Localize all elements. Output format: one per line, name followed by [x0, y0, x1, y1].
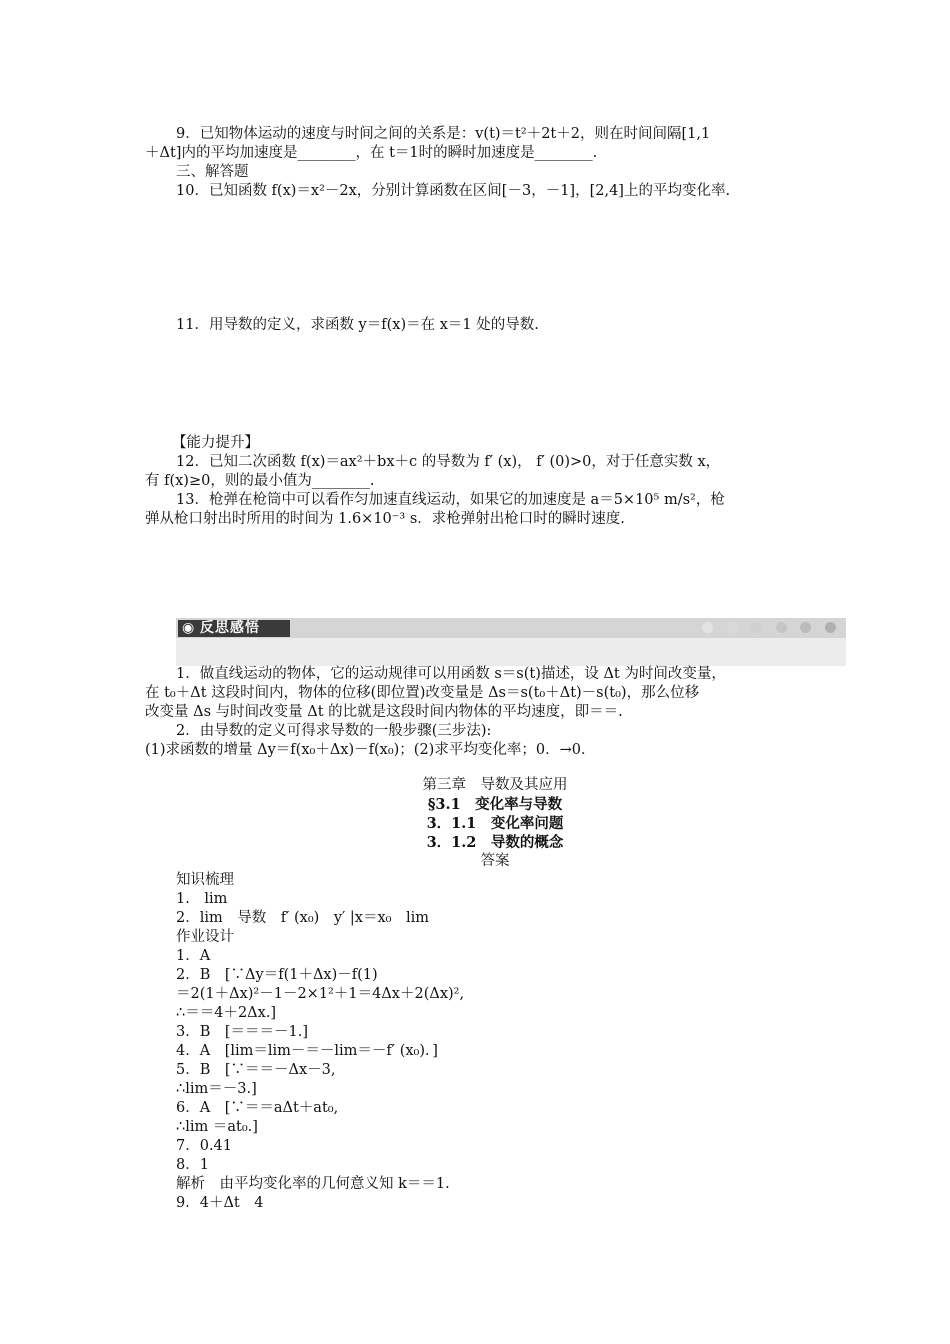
answer-1: 1．A — [176, 948, 211, 964]
knowledge-answer-2: 2．lim 导数 f′ (x₀) y′ |x＝x₀ lim — [176, 910, 429, 926]
reflection-1-line-3: 改变量 Δs 与时间改变量 Δt 的比就是这段时间内物体的平均速度，即＝＝. — [145, 704, 623, 720]
answer-4: 4．A [lim＝lim－＝－lim＝－f′ (x₀)．] — [176, 1043, 438, 1059]
answer-6-line-2: ∴lim ＝at₀.] — [176, 1119, 258, 1135]
answer-3: 3．B [＝＝＝－1.] — [176, 1024, 309, 1040]
decorative-dot-icon — [800, 622, 811, 633]
answer-9: 9．4＋Δt 4 — [176, 1195, 264, 1211]
problem-13-line-2: 弹从枪口射出时所用的时间为 1.6×10⁻³ s．求枪弹射出枪口时的瞬时速度. — [145, 511, 625, 527]
reflection-2-line-1: 2．由导数的定义可得求导数的一般步骤(三步法): — [176, 723, 492, 739]
answer-8: 8．1 — [176, 1157, 209, 1173]
knowledge-answer-1: 1. lim — [176, 891, 228, 907]
decorative-dot-icon — [776, 622, 787, 633]
banner-label: 反思感悟 — [199, 620, 260, 636]
ability-heading: 【能力提升】 — [172, 435, 259, 451]
answers-title: 答案 — [480, 853, 510, 869]
problem-12-line-2: 有 f(x)≥0，则的最小值为________. — [145, 473, 375, 489]
answer-5-line-2: ∴lim＝－3.] — [176, 1081, 257, 1097]
homework-heading: 作业设计 — [176, 929, 234, 945]
decorative-dot-icon — [727, 622, 738, 633]
problem-9-line-1: 9．已知物体运动的速度与时间之间的关系是：v(t)＝t²＋2t＋2，则在时间间隔[1,1 — [176, 126, 711, 142]
banner-label-tab — [178, 620, 290, 637]
target-bullet-icon: ◉ — [182, 620, 196, 636]
reflection-banner — [176, 618, 846, 666]
problem-11: 11．用导数的定义，求函数 y＝f(x)＝在 x＝1 处的导数. — [176, 317, 539, 333]
section-title: §3.1 变化率与导数 — [427, 796, 563, 813]
section-heading-solutions: 三、解答题 — [176, 164, 249, 180]
problem-9-line-2: ＋Δt]内的平均加速度是________，在 t＝1时的瞬时加速度是________. — [145, 145, 598, 161]
subsection-title-2: 3．1.2 导数的概念 — [426, 834, 564, 851]
answer-5-line-1: 5．B [∵＝＝－Δx－3, — [176, 1062, 336, 1078]
decorative-dot-icon — [751, 622, 762, 633]
answer-2-line-1: 2．B [∵Δy＝f(1＋Δx)－f(1) — [176, 967, 378, 983]
answer-7: 7．0.41 — [176, 1138, 233, 1154]
banner-bottom-strip — [176, 638, 846, 666]
decorative-dot-icon — [825, 622, 836, 633]
answer-6-line-1: 6．A [∵＝＝aΔt＋at₀, — [176, 1100, 339, 1116]
reflection-2-line-2: (1)求函数的增量 Δy＝f(x₀＋Δx)－f(x₀)；(2)求平均变化率；0．→0． — [145, 742, 596, 758]
chapter-title: 第三章 导数及其应用 — [422, 777, 568, 793]
answer-8-explanation: 解析 由平均变化率的几何意义知 k＝＝1. — [176, 1176, 450, 1192]
reflection-1-line-2: 在 t₀＋Δt 这段时间内，物体的位移(即位置)改变量是 Δs＝s(t₀＋Δt)－s(t₀)，那么位移 — [145, 685, 700, 701]
problem-12-line-1: 12．已知二次函数 f(x)＝ax²＋bx＋c 的导数为 f′ (x)， f′ (0)>0，对于任意实数 x， — [176, 454, 721, 470]
decorative-dot-icon — [702, 622, 713, 633]
answer-2-line-3: ∴＝＝4＋2Δx.] — [176, 1005, 277, 1021]
subsection-title-1: 3．1.1 变化率问题 — [426, 815, 564, 832]
answer-2-line-2: ＝2(1＋Δx)²－1－2×1²＋1＝4Δx＋2(Δx)², — [176, 986, 465, 1002]
knowledge-heading: 知识梳理 — [176, 872, 234, 888]
banner-dots — [693, 622, 836, 638]
reflection-1-line-1: 1．做直线运动的物体，它的运动规律可以用函数 s＝s(t)描述，设 Δt 为时间改变量， — [176, 666, 726, 682]
problem-10: 10．已知函数 f(x)＝x²－2x，分别计算函数在区间[－3，－1]，[2,4]上的平均变化率. — [176, 183, 731, 199]
problem-13-line-1: 13．枪弹在枪筒中可以看作匀加速直线运动，如果它的加速度是 a＝5×10⁵ m/s²，枪 — [176, 492, 725, 508]
